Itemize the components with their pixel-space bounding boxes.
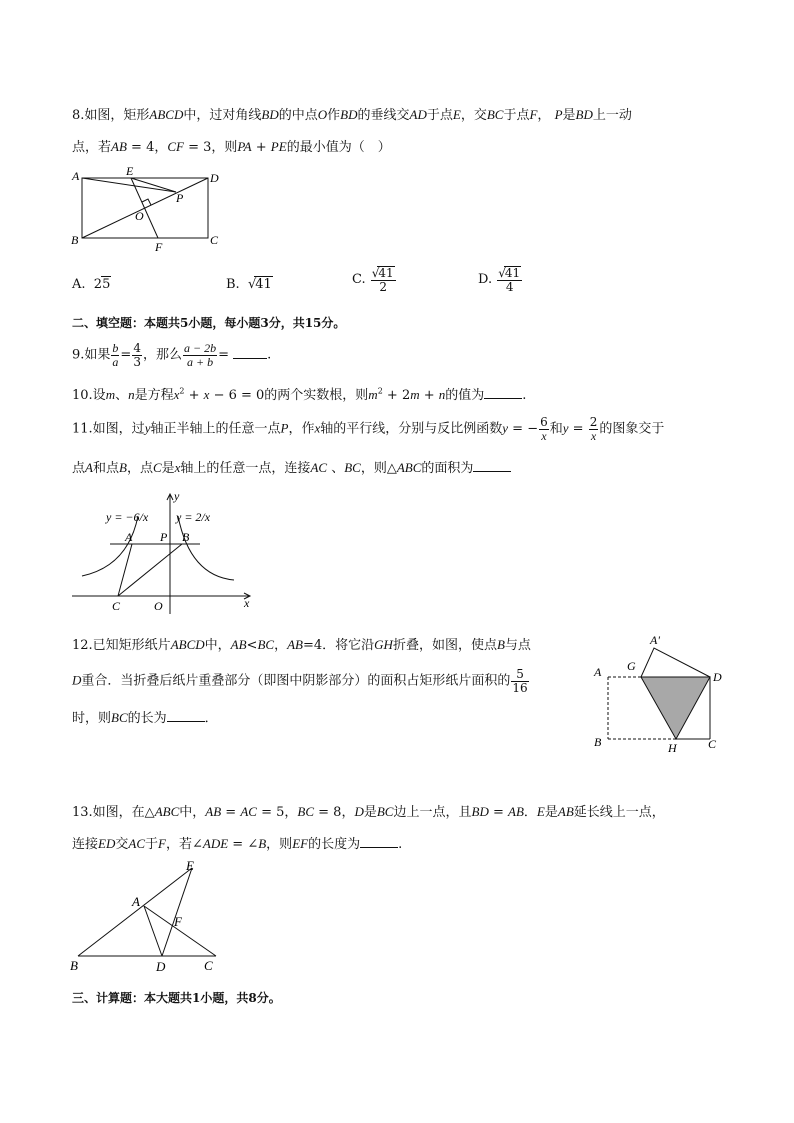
q13-line1: 13.如图，在△ABC中，AB = AC = 5，BC = 8，D是BC边上一点，且BD = AB．E是AB延长线上一点， <box>72 804 665 820</box>
q8-label-E: E <box>126 166 134 178</box>
q12-label-A-prime: A' <box>650 633 660 647</box>
q11-line1: 11.如图，过y轴正半轴上的任意一点P，作x轴的平行线，分别与反比例函数y = − $\frac{6}{x}$ 和y = $\frac{2}{x}$ 的图象交于 <box>72 415 665 443</box>
q8-label-P: P <box>176 191 184 205</box>
q12-label-C: C <box>708 737 717 751</box>
q13-label-C: C <box>204 958 213 973</box>
q11-label-P: P <box>160 530 168 544</box>
q13-triangle-figure <box>66 856 226 976</box>
q11-label-A: A <box>125 530 133 544</box>
q12-folding-figure <box>590 628 730 758</box>
section2-heading: 二、填空题：本题共5小题，每小题3分，共15分。 <box>72 316 346 330</box>
q12-line3: 时，则BC的长为 ． <box>72 710 218 726</box>
q8-label-B: B <box>71 233 79 247</box>
q13-label-E: E <box>186 858 194 873</box>
q12-label-G: G <box>627 659 636 673</box>
q8-line1: 8.如图，矩形ABCD中，过对角线BD的中点O作BD的垂线交AD于点E，交BC于点F， P是BD上一动 <box>72 107 632 123</box>
q11-hyperbola-figure <box>66 486 266 616</box>
q8-label-F: F <box>155 240 163 254</box>
q8-rectangle-figure <box>66 166 226 256</box>
q11-label-y: y <box>174 489 180 503</box>
q11-line2: 点A和点B，点C是x轴上的任意一点，连接AC 、BC，则△ABC的面积为 <box>72 457 511 476</box>
q12-label-H: H <box>668 741 677 755</box>
q12-label-A: A <box>594 665 602 679</box>
q10: 10.设m、n是方程$x^2 + x - 6 = 0$的两个实数根，则$m^2 + 2m + n$的值为 . <box>72 386 527 403</box>
q13-label-A: A <box>132 894 140 909</box>
q11-label-B: B <box>182 530 190 544</box>
q8-option-d: D. $\frac{√41}{4}$ <box>478 266 521 294</box>
q13-label-D: D <box>156 959 166 974</box>
q11-label-O: O <box>154 599 163 613</box>
q11-curve-label-right: y = 2/x <box>176 510 211 524</box>
section3-heading: 三、计算题：本大题共1小题，共8分。 <box>72 991 281 1005</box>
q8-line2: 点，若AB = 4，CF = 3，则PA + PE的最小值为（ ） <box>72 139 391 155</box>
q8-label-A: A <box>72 169 80 183</box>
q8-label-D: D <box>210 171 219 185</box>
q9: 9.如果 $\frac{b}{a}$ = $\frac{4}{3}$ ，那么 $\frac{a - 2b}{a + b}$ = . <box>72 341 272 369</box>
q11-label-x: x <box>244 596 250 610</box>
q8-option-b: B. √41 <box>226 277 272 292</box>
q12-line2: D重合．当折叠后纸片重叠部分（即图中阴影部分）的面积占矩形纸片面积的 $\frac{5}{16}$ <box>72 667 528 695</box>
q12-line1: 12.已知矩形纸片ABCD中，AB<BC，AB=4．将它沿GH折叠，如图，使点B与点 <box>72 637 531 653</box>
q8-label-C: C <box>210 233 219 247</box>
q8-label-O: O <box>135 209 144 223</box>
q11-label-C: C <box>112 599 121 613</box>
q13-label-F: F <box>174 914 182 929</box>
q11-curve-label-left: y = −6/x <box>106 510 149 524</box>
q8-option-a: A. 25 <box>72 277 111 292</box>
q13-line2: 连接ED交AC于F，若∠ADE = ∠B，则EF的长度为 . <box>72 836 403 852</box>
q12-label-D: D <box>713 670 722 684</box>
q13-label-B: B <box>70 958 78 973</box>
q8-option-c: C. $\frac{√41}{2}$ <box>352 266 394 294</box>
q12-label-B: B <box>594 735 602 749</box>
